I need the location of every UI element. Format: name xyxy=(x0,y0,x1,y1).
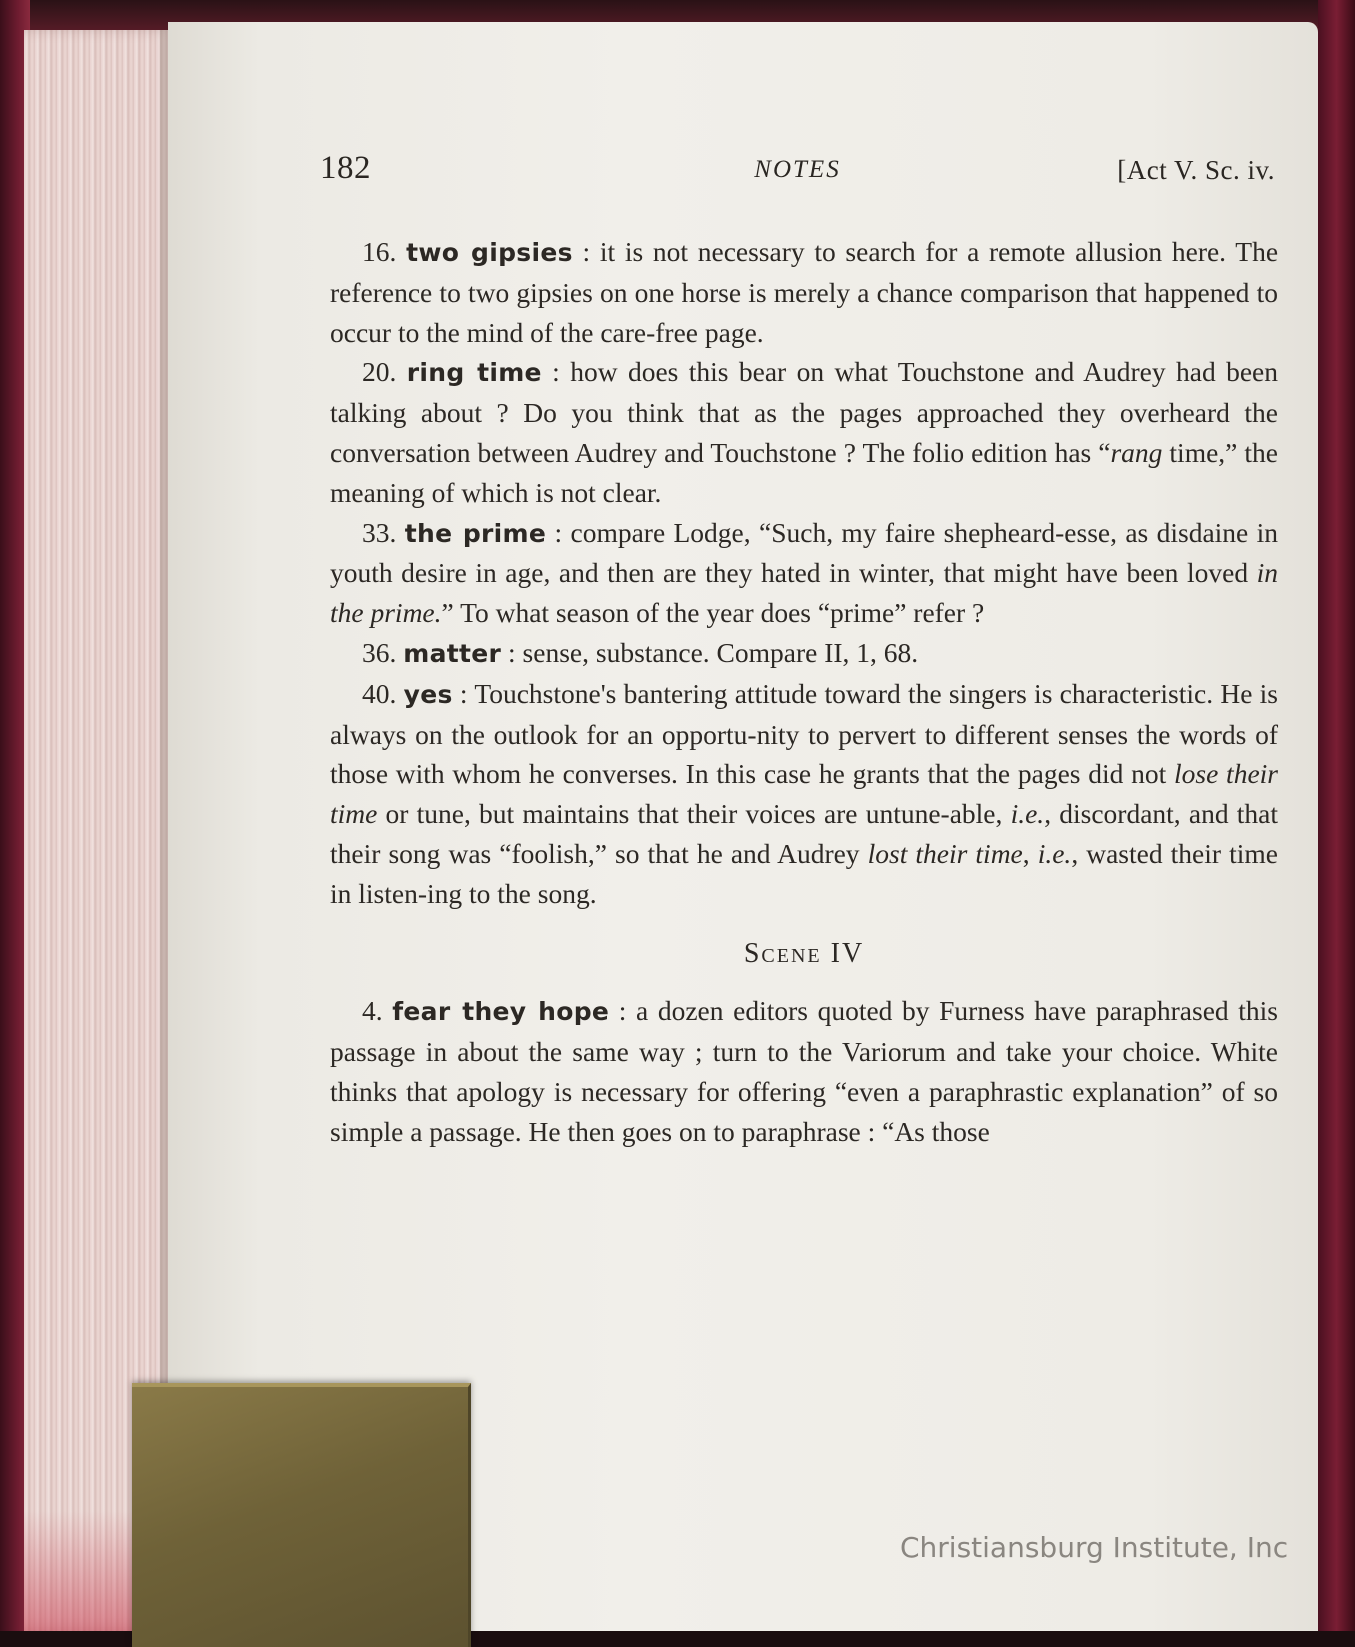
note-italic-text: lost their time xyxy=(867,837,1023,869)
note-text: or tune, but maintains that their voices are untune-able, xyxy=(377,798,1011,830)
book-cover-right xyxy=(1318,0,1355,1631)
note-text: , xyxy=(1022,837,1038,869)
note-lemma: two gipsies xyxy=(406,238,573,267)
note-lemma: matter xyxy=(403,638,502,668)
note-text: ” To what season of the year does “prime” refer ? xyxy=(441,597,985,629)
note-text: compare Lodge, “Such, my faire shepheard-esse, as disdaine in youth desire in age, and then are they hated in winter, that might have been loved xyxy=(330,516,1278,589)
note-number: 16. xyxy=(362,236,397,267)
section-title: NOTES xyxy=(754,156,841,183)
note-text: sense, substance. Compare II, 1, 68. xyxy=(522,636,919,668)
note-text: Touchstone's bantering attitude toward the singers is characteristic. He is always on the outlook for an opportu-nity to pervert to different senses the words of those with whom he converses. In this case he grants that the pages did not xyxy=(330,677,1278,790)
note-italic-text: i.e. xyxy=(1037,837,1072,869)
running-head xyxy=(320,150,1275,194)
note-italic-text: in the prime. xyxy=(330,557,1278,629)
note-40: 40. yes : Touchstone's bantering attitude toward the singers is characteristic. He is always on the outlook for an opportu-nity to pervert to different senses the words of those with whom he converses. In this case he grants that the pages did not lose their time or tune, but maintains that their voices are untune-able, i.e., discordant, and that their song was “foolish,” so that he and Audrey lost their time, i.e., wasted their time in listen-ing to the song. xyxy=(330,677,1278,909)
scene-heading: Scene IV xyxy=(743,937,865,969)
note-text: time,” the meaning of which is not clear. xyxy=(330,436,1278,508)
note-33: 33. the prime : compare Lodge, “Such, my faire shepheard-esse, as disdaine in youth desire in age, and then are they hated in winter, that might have been loved in the prime.” To what season of the year does “prime” refer ? xyxy=(330,516,1278,629)
page-number: 182 xyxy=(320,150,371,186)
note-text: a dozen editors quoted by Furness have paraphrased this passage in about the same way ; turn to the Variorum and take your choice. White thinks that apology is necessary for offering “even a paraphrastic explanation” of so simple a passage. He then goes on to paraphrase : “As those xyxy=(330,995,1279,1147)
note-20: 20. ring time : how does this bear on what Touchstone and Audrey had been talking about ? Do you think that as the pages approached they overheard the conversation between Audrey and Touchstone ? The folio edition has “rang time,” the meaning of which is not clear. xyxy=(330,356,1278,508)
note-text: , wasted their time in listen-ing to the song. xyxy=(330,837,1278,909)
note-text: it is not necessary to search for a remote allusion here. The reference to two gipsies on one horse is merely a chance comparison that happened to occur to the mind of the care-free page. xyxy=(330,236,1279,348)
note-number: 33. xyxy=(362,516,397,548)
note-16: 16. two gipsies : it is not necessary to search for a remote allusion here. The reference to two gipsies on one horse is merely a chance comparison that happened to occur to the mind of the care-free page. xyxy=(330,236,1279,348)
note-text: , discordant, and that their song was “foolish,” so that he and Audrey xyxy=(330,798,1278,869)
note-number: 40. xyxy=(362,677,397,709)
bookmark-ribbon xyxy=(132,1383,471,1647)
watermark-text: Christiansburg Institute, Inc xyxy=(900,1531,1289,1564)
note-36: 36. matter : sense, substance. Compare II, 1, 68. xyxy=(362,636,919,668)
note-italic-text: lose their time xyxy=(330,758,1278,830)
note-lemma: yes xyxy=(403,679,453,709)
notes-body xyxy=(330,232,1278,1152)
note-text: how does this bear on what Touchstone and Audrey had been talking about ? Do you think that as the pages approached they overheard the conversation between Audrey and Touchstone ? The folio edition has “ xyxy=(330,356,1278,468)
note-number: 20. xyxy=(362,356,397,388)
note-italic-text: i.e. xyxy=(1010,798,1045,830)
note-number: 36. xyxy=(362,636,397,668)
note-number: 4. xyxy=(362,995,383,1027)
note-scene4-4: 4. fear they hope : a dozen editors quoted by Furness have paraphrased this passage in about the same way ; turn to the Variorum and take your choice. White thinks that apology is necessary for offering “even a paraphrastic explanation” of so simple a passage. He then goes on to paraphrase : “As those xyxy=(330,995,1279,1147)
note-lemma: fear they hope xyxy=(392,997,610,1027)
act-scene-reference: [Act V. Sc. iv. xyxy=(1117,155,1275,185)
note-lemma: ring time xyxy=(406,358,542,388)
note-italic-text: rang xyxy=(1110,436,1163,468)
note-lemma: the prime xyxy=(404,518,547,548)
